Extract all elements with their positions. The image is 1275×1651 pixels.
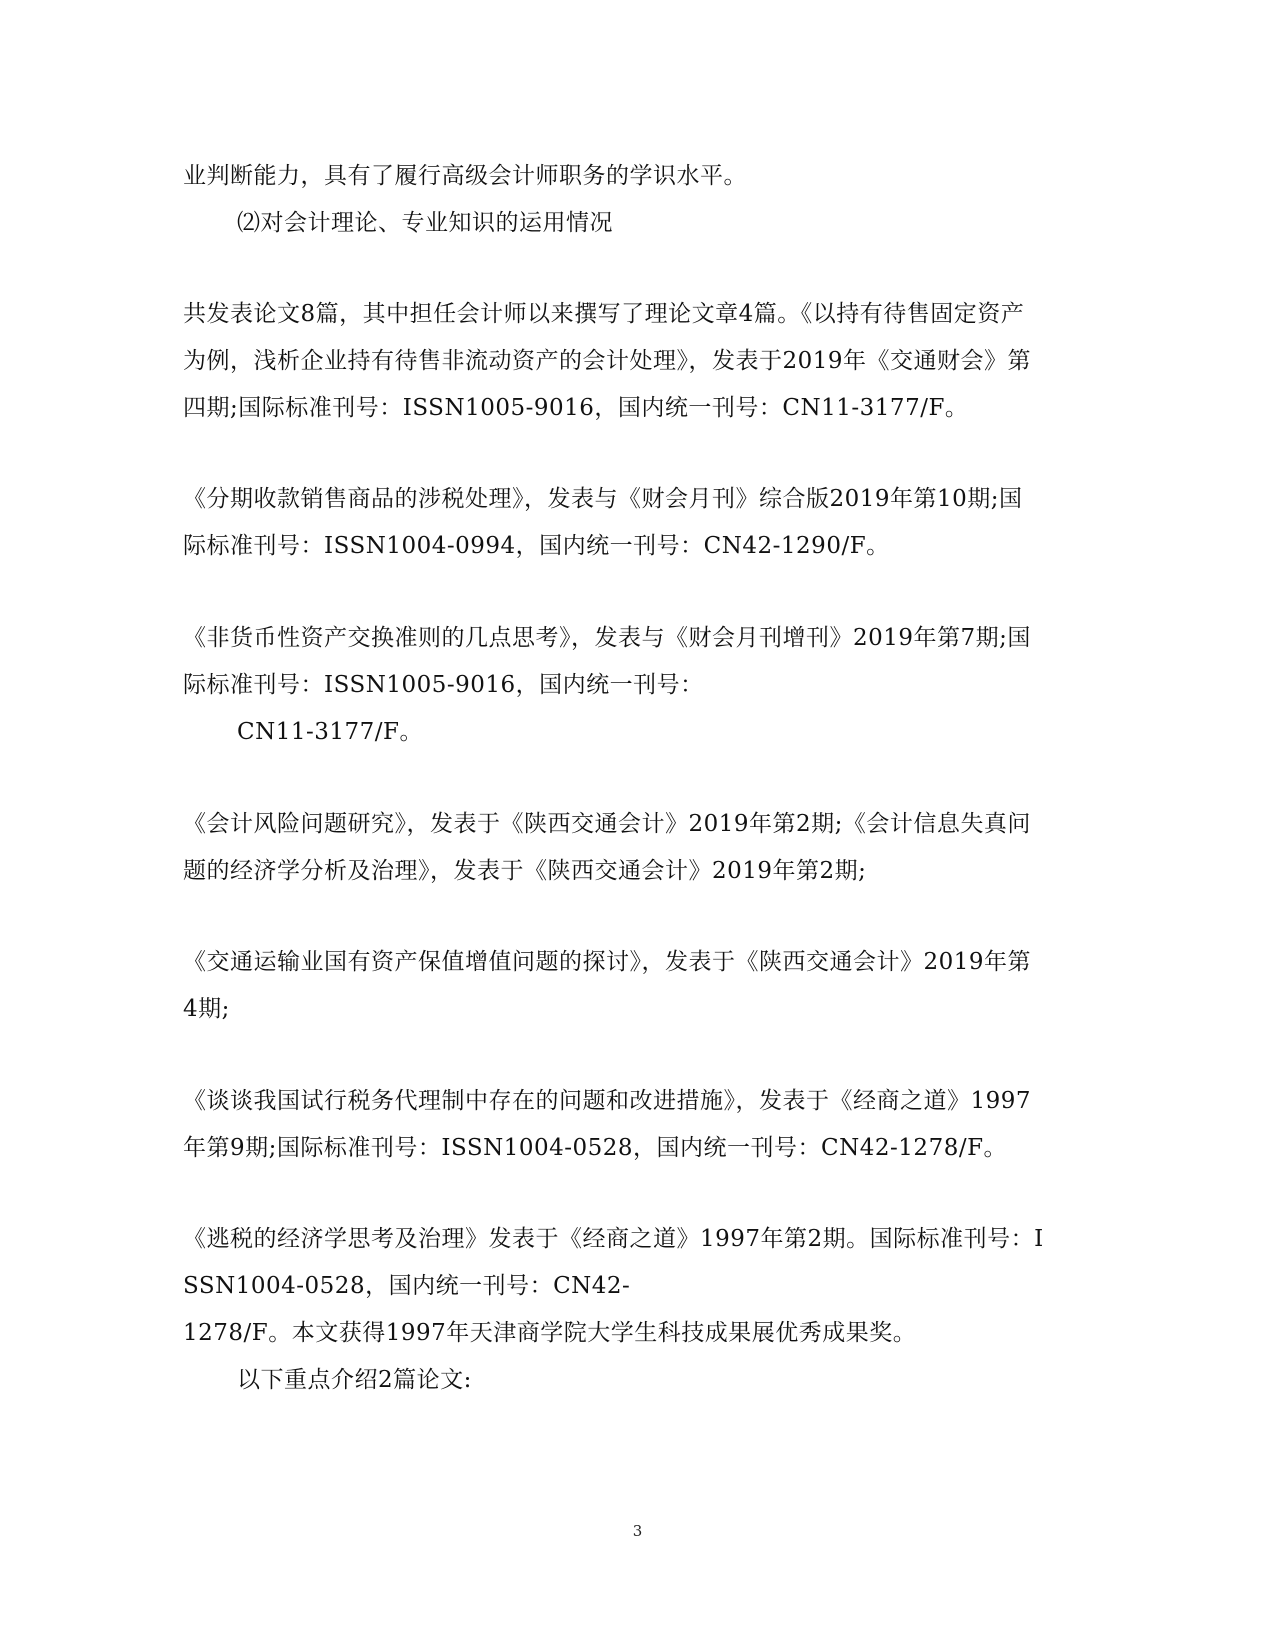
text-line: 年第9期;国际标准刊号：ISSN1004-0528，国内统一刊号：CN42-1278/F。: [183, 1135, 1008, 1161]
text-line: 《逃税的经济学思考及治理》发表于《经商之道》1997年第2期。国际标准刊号：I: [183, 1226, 1044, 1252]
text-line: 为例，浅析企业持有待售非流动资产的会计处理》，发表于2019年《交通财会》第: [183, 348, 1032, 374]
text-line: 4期;: [183, 996, 230, 1022]
text-line: 《谈谈我国试行税务代理制中存在的问题和改进措施》，发表于《经商之道》1997: [183, 1088, 1032, 1114]
text-line: 《非货币性资产交换准则的几点思考》，发表与《财会月刊增刊》2019年第7期;国: [183, 625, 1031, 651]
text-line: 际标准刊号：ISSN1004-0994，国内统一刊号：CN42-1290/F。: [183, 533, 890, 559]
text-line: SSN1004-0528，国内统一刊号：CN42-: [183, 1273, 631, 1299]
text-line: 1278/F。本文获得1997年天津商学院大学生科技成果展优秀成果奖。: [183, 1320, 917, 1346]
text-line: 题的经济学分析及治理》，发表于《陕西交通会计》2019年第2期;: [183, 858, 867, 884]
text-line: 《会计风险问题研究》，发表于《陕西交通会计》2019年第2期;《会计信息失真问: [183, 811, 1031, 837]
text-line: CN11-3177/F。: [237, 719, 424, 745]
section-heading: ⑵对会计理论、专业知识的运用情况: [237, 210, 613, 236]
text-line: 《分期收款销售商品的涉税处理》，发表与《财会月刊》综合版2019年第10期;国: [183, 486, 1023, 512]
text-line: 《交通运输业国有资产保值增值问题的探讨》，发表于《陕西交通会计》2019年第: [183, 949, 1032, 975]
text-line: 际标准刊号：ISSN1005-9016，国内统一刊号：: [183, 672, 704, 698]
text-line: 以下重点介绍2篇论文:: [237, 1367, 472, 1393]
text-line: 四期;国际标准刊号：ISSN1005-9016，国内统一刊号：CN11-3177/F。: [183, 395, 969, 421]
page-number: 3: [632, 1522, 643, 1540]
text-line: 共发表论文8篇，其中担任会计师以来撰写了理论文章4篇。《以持有待售固定资产: [183, 301, 1025, 327]
text-line: 业判断能力，具有了履行高级会计师职务的学识水平。: [183, 163, 747, 189]
